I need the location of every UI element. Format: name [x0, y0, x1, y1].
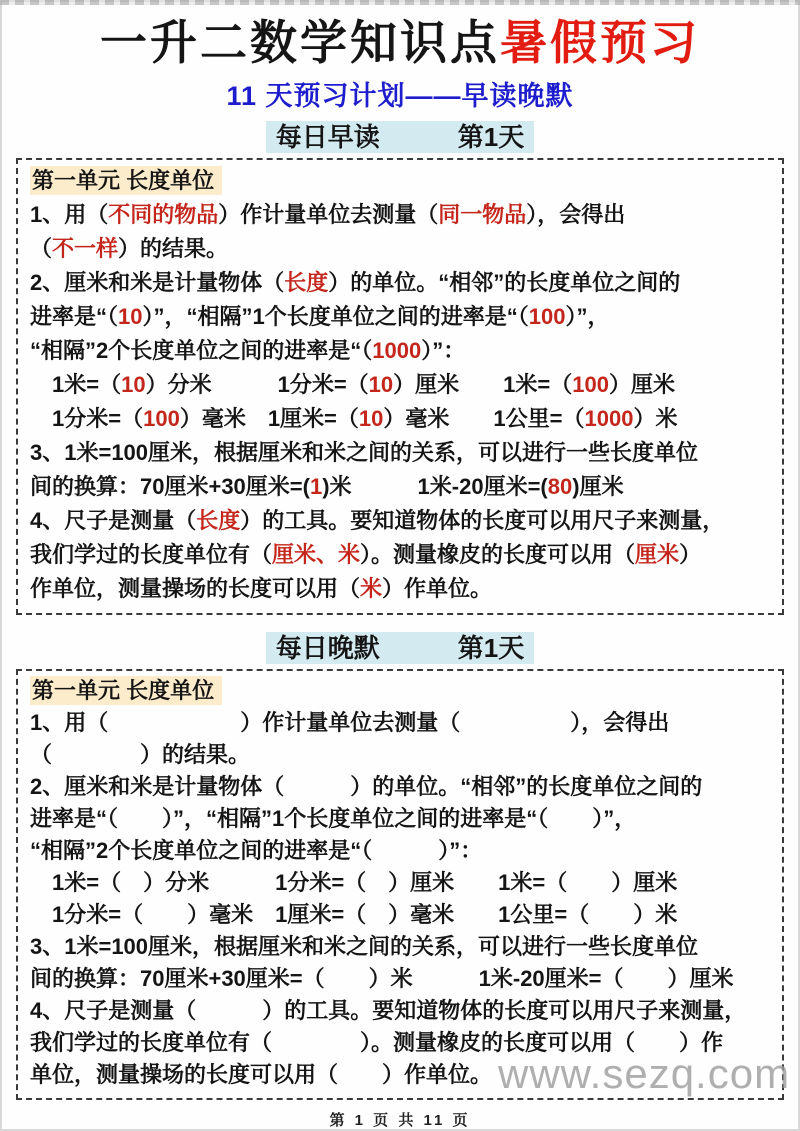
answer-text: 10	[121, 372, 146, 398]
answer-text: 100	[572, 372, 609, 398]
page-number: 第 1 页 共 11 页	[329, 1112, 471, 1130]
question-text: 间的换算：70厘米+30厘米=(	[30, 474, 310, 500]
question-text: ）作计量单位去测量（	[218, 202, 439, 228]
text-line	[30, 899, 770, 931]
answer-text: 不同的物品	[108, 202, 219, 228]
question-text: 2、厘米和米是计量物体（	[30, 270, 285, 296]
text-line	[30, 368, 770, 402]
page-title	[0, 16, 800, 70]
page-top-edge	[0, 0, 800, 5]
question-text: 1米=（	[30, 372, 122, 398]
unit-title: 第一单元 长度单位	[30, 676, 222, 705]
text-line	[30, 436, 770, 470]
question-text: 我们学过的长度单位有（	[30, 542, 273, 568]
section-heading-morning-reading	[0, 120, 800, 154]
question-text: 1米=（ ）分米 1分米=（ ）厘米 1米=（ ）厘米	[30, 870, 678, 896]
text-line	[30, 198, 770, 232]
answer-text: 10	[118, 304, 143, 330]
text-line	[30, 739, 770, 771]
question-text: 进率是“（	[30, 304, 119, 330]
answer-text: 1000	[372, 338, 422, 364]
answer-text: 米	[360, 576, 383, 602]
question-text: ）作单位。	[382, 576, 493, 602]
answer-text: 1	[309, 474, 323, 500]
watermark: www.sezq.com	[498, 1050, 791, 1097]
text-line	[30, 572, 770, 606]
morning-reading-heading-text: 每日早读 第1天	[266, 121, 534, 153]
unit-title-row	[30, 675, 770, 707]
question-text: （ ）的结果。	[30, 742, 251, 768]
question-text: ）”，“相隔”1个长度单位之间的进率是“（	[142, 304, 529, 330]
question-text: ）的结果。	[118, 236, 229, 262]
text-line	[30, 835, 770, 867]
text-line	[30, 867, 770, 899]
text-line	[30, 707, 770, 739]
question-text: 1、用（	[30, 202, 109, 228]
evening-recite-heading-text: 每日晚默 第1天	[266, 632, 534, 664]
question-text: 进率是“（ ）”，“相隔”1个长度单位之间的进率是“（ ）”，	[30, 806, 637, 832]
text-line	[30, 771, 770, 803]
text-line	[30, 300, 770, 334]
question-text: ）的单位。“相邻”的长度单位之间的	[328, 270, 681, 296]
answer-text: 长度	[196, 508, 241, 534]
title-red-part: 暑假预习	[500, 16, 700, 69]
text-line	[30, 963, 770, 995]
question-text: ）分米 1分米=（	[145, 372, 369, 398]
answer-text: 10	[368, 372, 394, 398]
question-text: ）”，	[565, 304, 610, 330]
question-text: 3、1米=100厘米，根据厘米和米之间的关系，可以进行一些长度单位	[30, 934, 699, 960]
question-text: “相隔”2个长度单位之间的进率是“（ ）”：	[30, 838, 483, 864]
question-text: )米 1米-20厘米=(	[322, 474, 548, 500]
question-text: 2、厘米和米是计量物体（ ）的单位。“相邻”的长度单位之间的	[30, 774, 703, 800]
text-line	[30, 470, 770, 504]
question-text: 间的换算：70厘米+30厘米=（ ）米 1米-20厘米=（ ）厘米	[30, 966, 734, 992]
answer-text: 同一物品	[438, 202, 527, 228]
question-text: 1分米=（ ）毫米 1厘米=（ ）毫米 1公里=（ ）米	[30, 902, 678, 928]
text-line	[30, 995, 770, 1027]
question-text: 4、尺子是测量（ ）的工具。要知道物体的长度可以用尺子来测量，	[30, 998, 747, 1024]
question-text: 单位，测量操场的长度可以用（ ）作单位。	[30, 1062, 493, 1088]
question-text: ）。测量橡皮的长度可以用（	[360, 542, 636, 568]
text-line	[30, 803, 770, 835]
answer-text: 1000	[584, 406, 634, 432]
answer-text: 不一样	[52, 236, 119, 262]
text-line	[30, 232, 770, 266]
question-text: ），会得出	[526, 202, 626, 228]
question-text: ）	[679, 542, 702, 568]
question-text: ）”：	[421, 338, 466, 364]
answer-text: 100	[143, 406, 180, 432]
question-text: )厘米	[572, 474, 624, 500]
question-text: ）的工具。要知道物体的长度可以用尺子来测量，	[240, 508, 725, 534]
evening-recite-box	[16, 669, 784, 1100]
text-line	[30, 402, 770, 436]
evening-recite-lines	[30, 707, 770, 1091]
question-text: 作单位，测量操场的长度可以用（	[30, 576, 361, 602]
text-line	[30, 266, 770, 300]
unit-title: 第一单元 长度单位	[30, 166, 222, 195]
question-text: 3、1米=100厘米，根据厘米和米之间的关系，可以进行一些长度单位	[30, 440, 699, 466]
question-text: ）厘米 1米=（	[393, 372, 573, 398]
answer-text: 100	[528, 304, 566, 330]
text-line	[30, 334, 770, 368]
title-black-part: 一升二数学知识点	[100, 16, 500, 69]
page-subtitle: 11 天预习计划——早读晚默	[226, 81, 574, 112]
question-text: ）毫米 1公里=（	[383, 406, 585, 432]
question-text: ）毫米 1厘米=（	[179, 406, 359, 432]
text-line	[30, 538, 770, 572]
text-line	[30, 504, 770, 538]
question-text: 我们学过的长度单位有（ ）。测量橡皮的长度可以用（ ）作	[30, 1030, 724, 1056]
question-text: 4、尺子是测量（	[30, 508, 197, 534]
unit-title-row	[30, 164, 770, 198]
question-text: “相隔”2个长度单位之间的进率是“（	[30, 338, 373, 364]
question-text: ）厘米	[608, 372, 675, 398]
section-heading-evening-recite	[0, 631, 800, 665]
answer-text: 厘米	[635, 542, 680, 568]
answer-text: 80	[547, 474, 573, 500]
morning-reading-box	[16, 158, 784, 615]
answer-text: 10	[358, 406, 384, 432]
question-text: （	[30, 236, 53, 262]
question-text: 1、用（ ）作计量单位去测量（ ），会得出	[30, 710, 670, 736]
answer-text: 厘米、米	[272, 542, 361, 568]
answer-text: 长度	[284, 270, 329, 296]
question-text: ）米	[633, 406, 678, 432]
morning-reading-lines	[30, 198, 770, 606]
question-text: 1分米=（	[30, 406, 144, 432]
text-line	[30, 931, 770, 963]
